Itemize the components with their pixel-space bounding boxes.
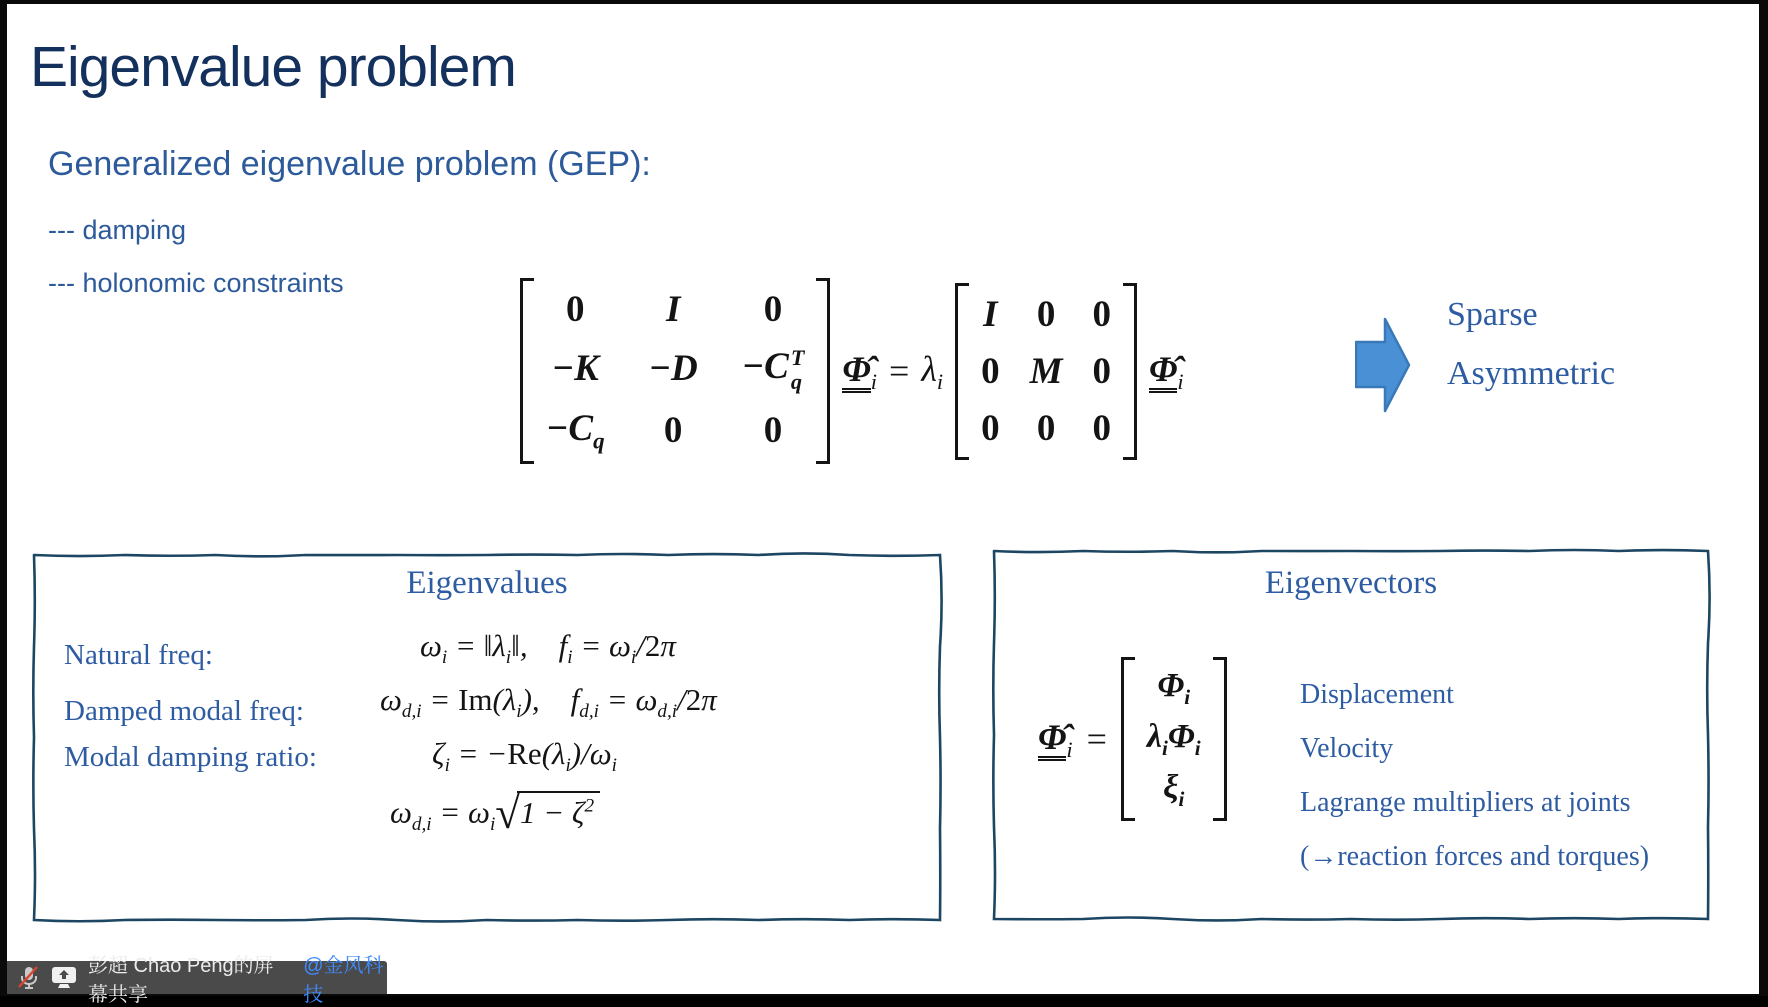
label-natural-freq: Natural freq: (64, 639, 213, 671)
eigenvector-equation (1038, 657, 1227, 821)
label-reaction-forces: (→reaction forces and torques) (1300, 841, 1650, 872)
matrix-cell: $\Phi_i$ (1157, 667, 1191, 709)
eq-modal-damping-ratio: $\zeta_i = -Re(\lambda_i)/\omega_i$ (432, 736, 617, 777)
lambda-symbol: $\lambda_i$ (921, 348, 944, 394)
matrix-cell: 0 (1036, 407, 1056, 449)
matrix-cell: −C T q (741, 345, 805, 394)
matrix-cell: M (1029, 350, 1063, 392)
right-bracket (1213, 657, 1227, 821)
label-damped-modal-freq: Damped modal freq: (64, 695, 304, 727)
mass-matrix (955, 283, 1137, 460)
matrix-cell: $\xi_i$ (1163, 768, 1185, 811)
label-displacement: Displacement (1300, 679, 1454, 710)
equals-sign: = (889, 351, 910, 392)
matrix-cell: 0 (1092, 407, 1112, 449)
matrix-cell: 0 (663, 410, 683, 452)
share-text: 彭超 Chao Peng的屏幕共享 (88, 954, 274, 1006)
eq-natural-freq: $\omega_i$ = $‖\lambda_i‖$, $f_i = \omega_i/2\pi$ (420, 628, 676, 669)
equals-sign: = (1086, 719, 1107, 760)
eigenvector-column (1121, 657, 1227, 821)
right-bracket (1123, 283, 1137, 460)
matrix-cell: $-C_q$ (546, 407, 605, 454)
screen-share-bar[interactable] (7, 954, 387, 1006)
eigenvector-symbol: $\Phî_i$ (842, 348, 877, 394)
system-matrix (520, 278, 830, 464)
matrix-cell: 0 (981, 407, 1000, 449)
eq-damped-modal-freq: $\omega_{d,i} = Im(\lambda_i)$, $f_{d,i} = \omega_{d,i}/2\pi$ (380, 682, 717, 723)
label-modal-damping-ratio: Modal damping ratio: (64, 741, 317, 773)
matrix-cell: 0 (763, 289, 783, 330)
bullet-damping: --- damping (48, 215, 187, 245)
matrix-cell: I (665, 289, 681, 330)
gep-subtitle: Generalized eigenvalue problem (GEP): (48, 145, 651, 183)
label-velocity: Velocity (1300, 733, 1394, 764)
page-title: Eigenvalue problem (30, 35, 516, 99)
matrix-cell: 0 (1092, 293, 1112, 335)
screen-share-icon (50, 966, 78, 989)
eigenvectors-box (988, 545, 1714, 925)
right-block-arrow-icon (1355, 316, 1411, 414)
left-bracket (1121, 657, 1135, 821)
eigenvector-symbol: $\Phî_i$ (1149, 348, 1184, 394)
matrix-cell: 0 (1036, 293, 1056, 335)
share-mention-link[interactable]: @金风科技 (303, 954, 384, 1006)
bullet-holonomic-constraints: --- holonomic constraints (48, 268, 344, 298)
gep-equation (520, 278, 1184, 464)
matrix-cell: 0 (566, 289, 585, 330)
eq-damped-freq-sqrt: $\omega_{d,i} = \omega_i√1 - \zeta^2$ (390, 787, 600, 839)
eigenvalues-box-title: Eigenvalues (406, 565, 568, 601)
eigenvalues-box (28, 549, 946, 926)
matrix-cell: 0 (763, 410, 783, 452)
left-bracket (955, 283, 969, 460)
left-bracket (520, 278, 534, 464)
matrix-cell: −K (551, 348, 599, 390)
matrix-cell: −D (648, 348, 698, 390)
matrix-cell: 0 (1092, 350, 1112, 392)
matrix-cell: I (983, 293, 998, 335)
right-bracket (816, 278, 830, 464)
eigenvector-symbol: $\Phî_i$ (1038, 716, 1073, 762)
note-asymmetric: Asymmetric (1447, 355, 1616, 392)
note-sparse: Sparse (1447, 296, 1538, 333)
matrix-cell: 0 (981, 350, 1000, 392)
microphone-muted-icon (17, 965, 40, 990)
label-lagrange-multipliers: Lagrange multipliers at joints (1300, 787, 1631, 818)
eigenvectors-box-title: Eigenvectors (1264, 565, 1438, 601)
matrix-cell: $\lambda_i\Phi_i$ (1146, 717, 1201, 760)
